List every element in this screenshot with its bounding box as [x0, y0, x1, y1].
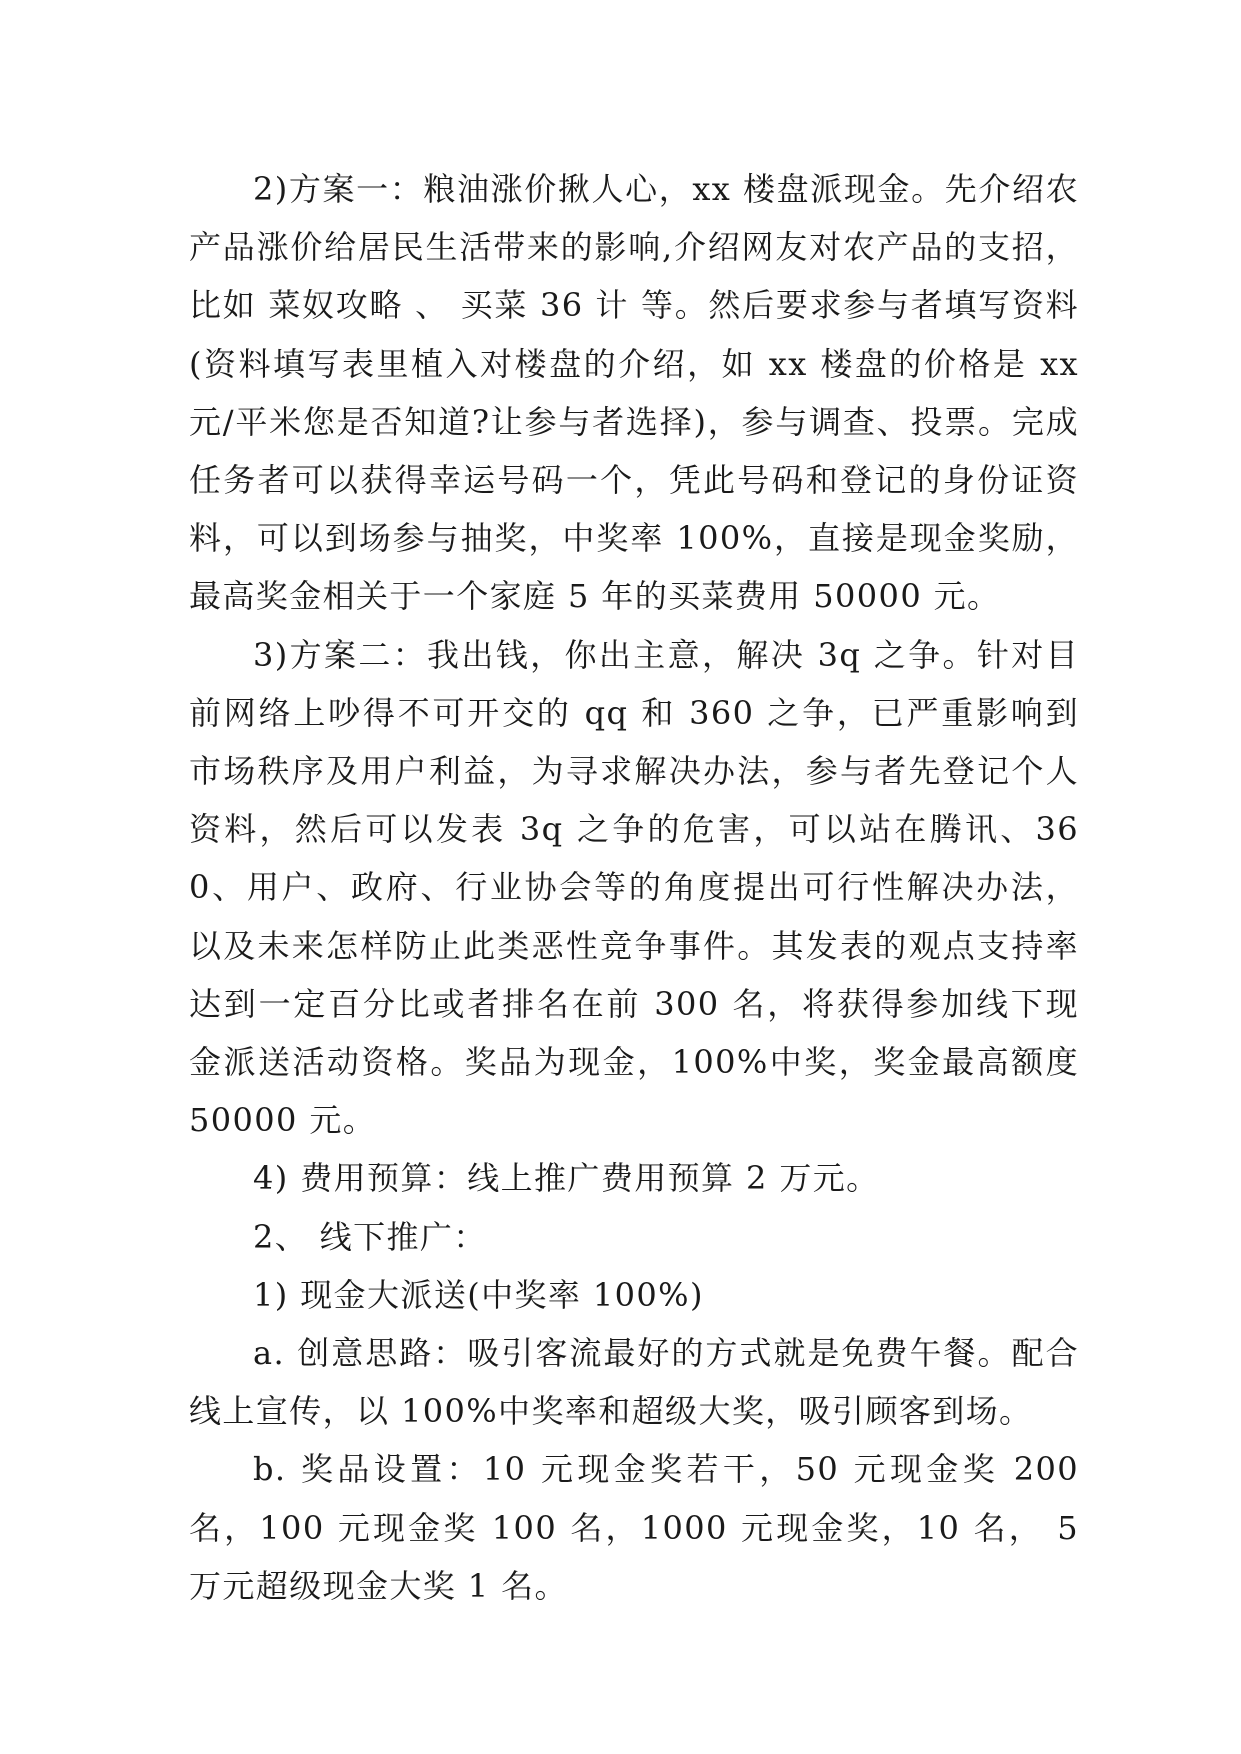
paragraph-creative-idea: a. 创意思路：吸引客流最好的方式就是免费午餐。配合线上宣传，以 100%中奖率和超级大奖，吸引顾客到场。: [189, 1334, 1079, 1431]
paragraph-plan-two: 3)方案二：我出钱，你出主意，解决 3q 之争。针对目前网络上吵得不可开交的 qq 和 360 之争，已严重影响到市场秩序及用户利益，为寻求解决办法，参与者先登记个人资料，然后可以发表 3q 之争的危害，可以站在腾讯、360、用户、政府、行业协会等的角度提出可行性解决办法，以及未来怎样防止此类恶性竞争事件。其发表的观点支持率达到一定百分比或者排名在前 300 名，将获得参加线下现金派送活动资格。奖品为现金，100%中奖，奖金最高额度 50000 元。: [189, 635, 1079, 1140]
paragraph-prize-setup: b. 奖品设置：10 元现金奖若干，50 元现金奖 200 名，100 元现金奖 100 名，1000 元现金奖，10 名， 5 万元超级现金大奖 1 名。: [189, 1450, 1079, 1605]
subheading-cash-giveaway: 1) 现金大派送(中奖率 100%): [253, 1275, 704, 1314]
paragraph-budget: 4) 费用预算：线上推广费用预算 2 万元。: [253, 1159, 880, 1198]
paragraph-plan-one: 2)方案一：粮油涨价揪人心，xx 楼盘派现金。先介绍农产品涨价给居民生活带来的影响,介绍网友对农产品的支招，比如 菜奴攻略 、 买菜 36 计 等。然后要求参与者填写资料(资料填写表里植入对楼盘的介绍，如 xx 楼盘的价格是 xx 元/平米您是否知道?让参与者选择)，参与调查、投票。完成任务者可以获得幸运号码一个，凭此号码和登记的身份证资料，可以到场参与抽奖，中奖率 100%，直接是现金奖励，最高奖金相关于一个家庭 5 年的买菜费用 50000 元。: [189, 170, 1079, 616]
document-body: [189, 160, 1079, 1615]
section-heading-offline: 2、 线下推广：: [253, 1217, 487, 1256]
